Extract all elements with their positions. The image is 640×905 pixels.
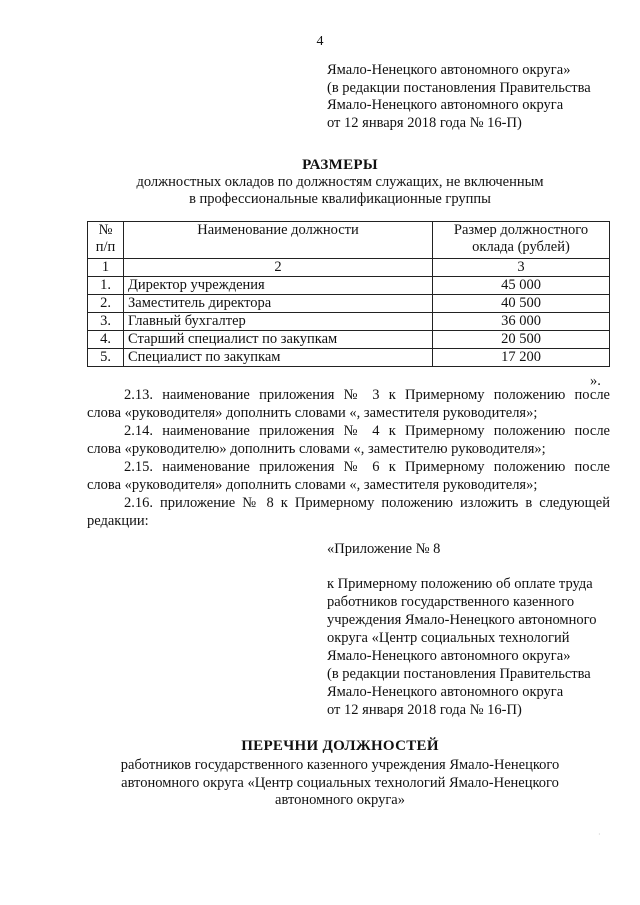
header-cell-salary: Размер должностного оклада (рублей)	[433, 222, 610, 259]
sizes-subtitle-line: в профессиональные квалификационные группы	[189, 191, 491, 207]
header-line: Ямало-Ненецкого автономного округа	[327, 97, 564, 113]
header-line: Ямало-Ненецкого автономного округа»	[327, 62, 571, 78]
appendix-line: учреждения Ямало-Ненецкого автономного	[327, 612, 597, 628]
appendix-line: к Примерному положению об оплате труда	[327, 576, 593, 592]
page-number: 4	[316, 34, 324, 49]
paragraph-line: редакции:	[87, 513, 149, 529]
header-block	[327, 61, 627, 131]
table-row	[88, 295, 610, 313]
appendix-line: Ямало-Ненецкого автономного округа	[327, 684, 564, 700]
numbering-cell: 1	[88, 259, 124, 277]
table-header-row	[88, 222, 610, 259]
appendix-line: округа «Центр социальных технологий	[327, 630, 570, 646]
appendix-label: «Приложение № 8	[327, 541, 441, 557]
row-salary: 20 500	[433, 331, 610, 349]
paragraph-line: 2.13. наименование приложения № 3 к Примерному положению после	[124, 387, 610, 403]
list-subtitle-line: автономного округа»	[275, 792, 405, 808]
row-salary: 36 000	[433, 313, 610, 331]
table-row	[88, 313, 610, 331]
amendment-paragraph	[87, 386, 610, 422]
table-row	[88, 349, 610, 367]
appendix-line: (в редакции постановления Правительства	[327, 666, 591, 682]
paragraph-line: слова «руководителя» дополнить словами «, заместителя руководителя»;	[87, 477, 538, 493]
row-salary: 45 000	[433, 277, 610, 295]
header-line: (в редакции постановления Правительства	[327, 79, 591, 96]
numbering-cell: 3	[433, 259, 610, 277]
row-position: Старший специалист по закупкам	[124, 331, 433, 349]
list-subtitle-line: автономного округа «Центр социальных технологий Ямало-Ненецкого	[121, 774, 559, 791]
row-salary: 17 200	[433, 349, 610, 367]
amendment-paragraph	[87, 422, 610, 458]
row-number: 2.	[88, 295, 124, 313]
salary-table	[87, 221, 610, 367]
list-subtitle	[60, 756, 620, 809]
row-number: 4.	[88, 331, 124, 349]
paragraph-line: слова «руководителя» дополнить словами «, заместителя руководителя»;	[87, 405, 538, 421]
table-closing-quote: ».	[590, 373, 601, 389]
header-cell-position: Наименование должности	[124, 222, 433, 259]
amendment-paragraph	[87, 494, 610, 530]
header-cell-number: № п/п	[88, 222, 124, 259]
table-row	[88, 331, 610, 349]
appendix-line: работников государственного казенного	[327, 594, 575, 610]
sizes-subtitle-line: должностных окладов по должностям служащих, не включенным	[136, 174, 544, 190]
paragraph-line: слова «руководителю» дополнить словами «, заместителю руководителя»;	[87, 441, 546, 457]
row-number: 1.	[88, 277, 124, 295]
row-number: 3.	[88, 313, 124, 331]
list-title: ПЕРЕЧНИ ДОЛЖНОСТЕЙ	[241, 738, 439, 754]
paragraph-line: 2.15. наименование приложения № 6 к Примерному положению после	[124, 459, 610, 475]
paragraph-line: 2.16. приложение № 8 к Примерному положению изложить в следующей	[124, 495, 610, 511]
amendment-paragraph	[87, 458, 610, 494]
paragraph-line: 2.14. наименование приложения № 4 к Примерному положению после	[124, 423, 610, 439]
table-row	[88, 277, 610, 295]
row-position: Главный бухгалтер	[124, 313, 433, 331]
row-position: Заместитель директора	[124, 295, 433, 313]
header-line: от 12 января 2018 года № 16-П)	[327, 114, 522, 131]
sizes-subtitle	[60, 173, 620, 207]
row-salary: 40 500	[433, 295, 610, 313]
scan-speck: ·	[598, 830, 601, 839]
table-numbering-row	[88, 259, 610, 277]
row-position: Специалист по закупкам	[124, 349, 433, 367]
row-position: Директор учреждения	[124, 277, 433, 295]
appendix-line: от 12 января 2018 года № 16-П)	[327, 702, 522, 718]
numbering-cell: 2	[124, 259, 433, 277]
appendix-line: Ямало-Ненецкого автономного округа»	[327, 648, 571, 664]
appendix-block	[327, 575, 627, 719]
row-number: 5.	[88, 349, 124, 367]
sizes-title: РАЗМЕРЫ	[302, 157, 378, 173]
list-subtitle-line: работников государственного казенного учреждения Ямало-Ненецкого	[120, 757, 560, 773]
